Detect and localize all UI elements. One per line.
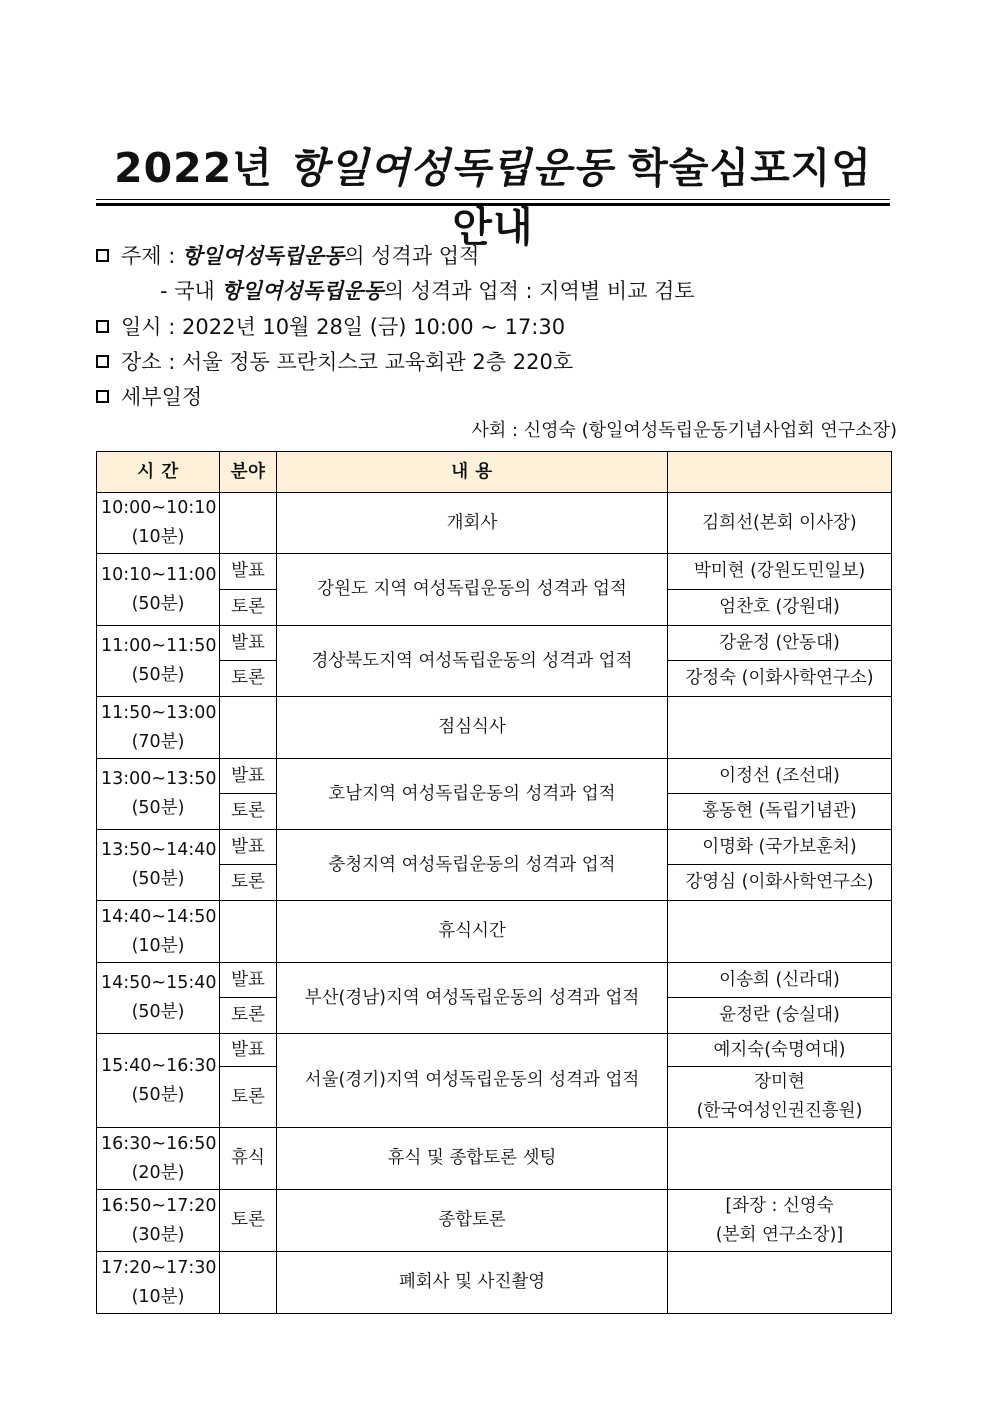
header-field: 분야 xyxy=(220,452,277,493)
person-cell: 박미현 (강원도민일보) xyxy=(668,554,892,590)
person-cell: 이송희 (신라대) xyxy=(668,963,892,998)
schedule-table xyxy=(96,451,892,1314)
field-cell: 발표 xyxy=(220,1034,277,1067)
field-cell: 토론 xyxy=(220,865,277,901)
table-row xyxy=(97,759,892,794)
field-cell: 발표 xyxy=(220,759,277,794)
field-cell: 토론 xyxy=(220,661,277,697)
table-row xyxy=(97,1252,892,1314)
person-cell: 이명화 (국가보훈처) xyxy=(668,830,892,865)
person-cell: 이정선 (조선대) xyxy=(668,759,892,794)
content-cell: 서울(경기)지역 여성독립운동의 성격과 업적 xyxy=(277,1034,668,1128)
date-line xyxy=(96,311,565,341)
content-cell: 부산(경남)지역 여성독립운동의 성격과 업적 xyxy=(277,963,668,1034)
field-cell xyxy=(220,901,277,963)
header-time: 시 간 xyxy=(97,452,220,493)
table-row xyxy=(97,1034,892,1067)
title-year: 2022년 xyxy=(114,144,273,192)
time-cell: 11:00~11:50 (50분) xyxy=(97,626,220,697)
field-cell: 토론 xyxy=(220,1190,277,1252)
content-cell: 강원도 지역 여성독립운동의 성격과 업적 xyxy=(277,554,668,626)
person-cell: 윤정란 (숭실대) xyxy=(668,998,892,1034)
content-cell: 개회사 xyxy=(277,493,668,554)
content-cell: 경상북도지역 여성독립운동의 성격과 업적 xyxy=(277,626,668,697)
person-cell xyxy=(668,1252,892,1314)
date-text: 일시 : 2022년 10월 28일 (금) 10:00 ~ 17:30 xyxy=(121,315,566,339)
person-cell xyxy=(668,901,892,963)
host-line: 사회 : 신영숙 (항일여성독립운동기념사업회 연구소장) xyxy=(471,420,897,441)
field-cell: 토론 xyxy=(220,590,277,626)
time-cell: 13:00~13:50 (50분) xyxy=(97,759,220,830)
field-cell: 발표 xyxy=(220,554,277,590)
table-row xyxy=(97,493,892,554)
field-cell: 토론 xyxy=(220,1067,277,1128)
field-cell: 토론 xyxy=(220,998,277,1034)
header-person xyxy=(668,452,892,493)
checkbox-icon xyxy=(96,390,109,403)
table-row xyxy=(97,830,892,865)
schedule-text: 세부일정 xyxy=(121,385,203,409)
checkbox-icon xyxy=(96,320,109,333)
person-cell: 강윤정 (안동대) xyxy=(668,626,892,661)
field-cell: 발표 xyxy=(220,830,277,865)
place-line xyxy=(96,346,573,376)
title-suffix: 학술심포지엄 안내 xyxy=(452,144,872,251)
table-row xyxy=(97,963,892,998)
time-cell: 14:40~14:50 (10분) xyxy=(97,901,220,963)
content-cell: 휴식 및 종합토론 셋팅 xyxy=(277,1128,668,1190)
person-cell: 김희선(본회 이사장) xyxy=(668,493,892,554)
table-row xyxy=(97,697,892,759)
person-cell: 강영심 (이화사학연구소) xyxy=(668,865,892,901)
theme-line xyxy=(96,240,479,270)
field-cell: 발표 xyxy=(220,626,277,661)
theme-rest: 의 성격과 업적 xyxy=(344,244,480,268)
table-row xyxy=(97,1128,892,1190)
field-cell: 휴식 xyxy=(220,1128,277,1190)
person-cell xyxy=(668,1128,892,1190)
field-cell xyxy=(220,1252,277,1314)
person-cell: 홍동현 (독립기념관) xyxy=(668,794,892,830)
time-cell: 13:50~14:40 (50분) xyxy=(97,830,220,901)
place-text: 장소 : 서울 정동 프란치스코 교육회관 2층 220호 xyxy=(121,350,574,374)
field-cell xyxy=(220,493,277,554)
time-cell: 16:50~17:20 (30분) xyxy=(97,1190,220,1252)
content-cell: 충청지역 여성독립운동의 성격과 업적 xyxy=(277,830,668,901)
person-cell: 강정숙 (이화사학연구소) xyxy=(668,661,892,697)
time-cell: 16:30~16:50 (20분) xyxy=(97,1128,220,1190)
header-content: 내 용 xyxy=(277,452,668,493)
table-header-row xyxy=(97,452,892,493)
subtheme-brush: 항일여성독립운동 xyxy=(221,278,384,303)
field-cell: 토론 xyxy=(220,794,277,830)
time-cell: 17:20~17:30 (10분) xyxy=(97,1252,220,1314)
title-rule-thick xyxy=(96,203,890,206)
time-cell: 11:50~13:00 (70분) xyxy=(97,697,220,759)
content-cell: 휴식시간 xyxy=(277,901,668,963)
content-cell: 폐회사 및 사진촬영 xyxy=(277,1252,668,1314)
table-row xyxy=(97,901,892,963)
title-rule-thin xyxy=(96,199,890,200)
content-cell: 점심식사 xyxy=(277,697,668,759)
table-row xyxy=(97,554,892,590)
subtheme-rest: 의 성격과 업적 : 지역별 비교 검토 xyxy=(383,279,695,303)
content-cell: 종합토론 xyxy=(277,1190,668,1252)
table-row xyxy=(97,1190,892,1252)
person-cell: 엄찬호 (강원대) xyxy=(668,590,892,626)
page-title xyxy=(96,135,890,253)
person-cell: [좌장 : 신영숙 (본회 연구소장)] xyxy=(668,1190,892,1252)
title-brush-text: 항일여성독립운동 xyxy=(288,144,613,192)
schedule-line xyxy=(96,381,202,411)
subtheme-line xyxy=(160,275,695,305)
time-cell: 10:10~11:00 (50분) xyxy=(97,554,220,626)
time-cell: 15:40~16:30 (50분) xyxy=(97,1034,220,1128)
checkbox-icon xyxy=(96,355,109,368)
person-cell: 장미현 (한국여성인권진흥원) xyxy=(668,1067,892,1128)
time-cell: 10:00~10:10 (10분) xyxy=(97,493,220,554)
table-row xyxy=(97,626,892,661)
content-cell: 호남지역 여성독립운동의 성격과 업적 xyxy=(277,759,668,830)
theme-label: 주제 : xyxy=(121,244,182,268)
person-cell xyxy=(668,697,892,759)
person-cell: 예지숙(숙명여대) xyxy=(668,1034,892,1067)
field-cell xyxy=(220,697,277,759)
field-cell: 발표 xyxy=(220,963,277,998)
subtheme-prefix: - 국내 xyxy=(160,279,222,303)
checkbox-icon xyxy=(96,249,109,262)
time-cell: 14:50~15:40 (50분) xyxy=(97,963,220,1034)
theme-brush: 항일여성독립운동 xyxy=(182,243,345,268)
